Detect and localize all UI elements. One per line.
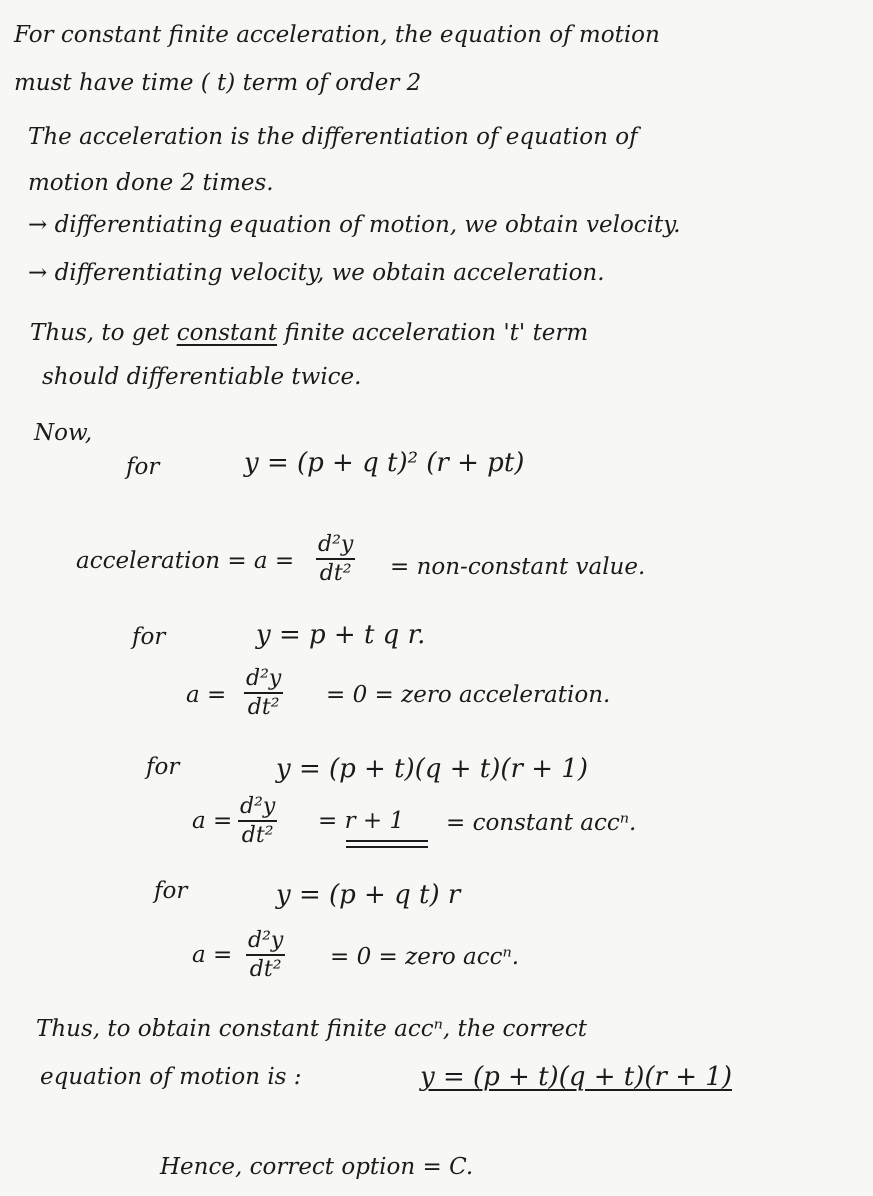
- case3-second-derivative: [238, 796, 277, 847]
- case2-fraction-bar: [244, 692, 283, 694]
- case2-a-label: a =: [186, 682, 227, 708]
- conclusion-equation: y = (p + t)(q + t)(r + 1): [420, 1062, 732, 1092]
- case1-acceleration-label: acceleration = a =: [76, 548, 295, 574]
- intro-line-1: For constant finite acceleration, the equation of motion: [14, 22, 660, 48]
- case2-result: = 0 = zero acceleration.: [326, 682, 611, 708]
- intro-line-7: [30, 322, 588, 345]
- case4-fraction-bar: [246, 954, 285, 956]
- intro-line-4: motion done 2 times.: [28, 170, 274, 196]
- case4-result: = 0 = zero accⁿ.: [330, 944, 520, 970]
- case3-middle-value: = r + 1: [318, 808, 405, 834]
- case4-a-label: a =: [192, 942, 233, 968]
- case2-second-derivative: [244, 668, 283, 719]
- intro-line-6: → differentiating velocity, we obtain acceleration.: [28, 260, 605, 286]
- case2-equation: y = p + t q r.: [256, 620, 426, 650]
- case1-for: for: [126, 454, 160, 480]
- case1-second-derivative: [316, 534, 355, 585]
- case3-for: for: [146, 754, 180, 780]
- case3-numerator: d²y: [240, 794, 276, 819]
- now-label: Now,: [34, 420, 93, 446]
- case1-result: = non-constant value.: [390, 554, 646, 580]
- case4-denominator: dt²: [249, 957, 282, 982]
- case1-denominator: dt²: [319, 561, 352, 586]
- case2-denominator: dt²: [247, 695, 280, 720]
- case4-numerator: d²y: [248, 928, 284, 953]
- intro-constant-underlined: constant: [176, 320, 278, 346]
- case4-for: for: [154, 878, 188, 904]
- case3-a-label: a =: [192, 808, 233, 834]
- case2-numerator: d²y: [246, 666, 282, 691]
- case3-underline-2: [346, 846, 428, 848]
- intro-line-5: → differentiating equation of motion, we obtain velocity.: [28, 212, 681, 238]
- case3-underline-1: [346, 840, 428, 842]
- intro-line-2: must have time ( t) term of order 2: [14, 70, 422, 96]
- case3-equation: y = (p + t)(q + t)(r + 1): [276, 754, 588, 784]
- case3-denominator: dt²: [241, 823, 274, 848]
- case3-fraction-bar: [238, 820, 277, 822]
- case1-numerator: d²y: [318, 532, 354, 557]
- intro-line-3: The acceleration is the differentiation of equation of: [28, 124, 638, 150]
- conclusion-line-1: Thus, to obtain constant finite accⁿ, the correct: [36, 1016, 587, 1042]
- intro-line-7-end: finite acceleration 't' term: [277, 320, 589, 346]
- intro-line-8: should differentiable twice.: [42, 364, 362, 390]
- case2-for: for: [132, 624, 166, 650]
- case4-second-derivative: [246, 930, 285, 981]
- case1-fraction-bar: [316, 558, 355, 560]
- final-answer: Hence, correct option = C.: [160, 1154, 474, 1180]
- intro-line-7-start: Thus, to get: [30, 320, 177, 346]
- case3-result: = constant accⁿ.: [446, 810, 637, 836]
- conclusion-line-2: equation of motion is :: [40, 1064, 302, 1090]
- case1-equation: y = (p + q t)² (r + pt): [244, 448, 525, 478]
- case4-equation: y = (p + q t) r: [276, 880, 461, 910]
